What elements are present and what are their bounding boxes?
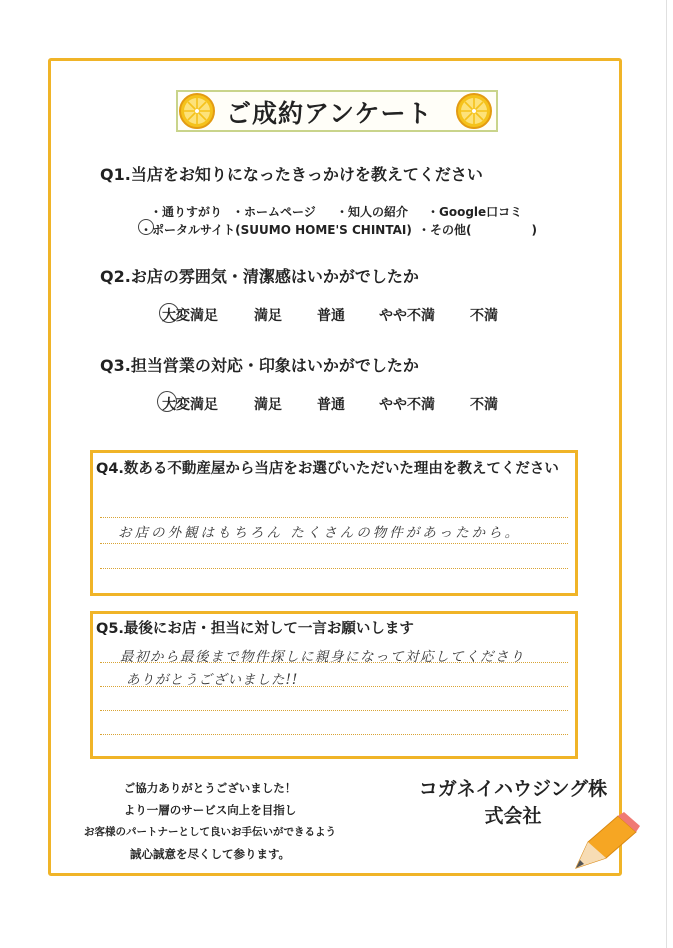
thanks-message: より一層のサービス向上を目指し <box>123 803 297 817</box>
thanks-message: ご協力ありがとうございました！ <box>123 781 297 795</box>
thanks-message: 誠心誠意を尽くして参ります。 <box>129 847 291 861</box>
q2-rating: やや不満 <box>379 308 435 324</box>
q3-rating: 不満 <box>470 397 498 413</box>
q3-question: Q3.担当営業の対応・印象はいかがでしたか <box>100 356 419 375</box>
answer-line <box>100 734 568 735</box>
q2-rating-selected: 大変満足 <box>162 308 218 324</box>
q5-question: Q5.最後にお店・担当に対して一言お願いします <box>96 621 414 637</box>
q4-question: Q4.数ある不動産屋から当店をお選びいただいた理由を教えてください <box>96 461 559 477</box>
q2-rating: 不満 <box>470 308 498 324</box>
q3-rating-selected: 大変満足 <box>162 397 218 413</box>
q5-handwritten-answer: 最初から最後まで物件探しに親身になって対応してくださり <box>120 649 525 665</box>
answer-line <box>100 568 568 569</box>
q1-option: ・通りすがり <box>150 205 223 219</box>
q5-handwritten-answer: ありがとうございました!! <box>126 672 299 688</box>
answer-line <box>100 517 568 518</box>
q3-rating: 普通 <box>317 397 345 413</box>
q3-rating: やや不満 <box>379 397 435 413</box>
answer-line <box>100 543 568 544</box>
q2-rating: 満足 <box>254 308 282 324</box>
q1-option: ・Google口コミ <box>427 205 523 219</box>
company-name-line2: 式会社 <box>484 805 542 827</box>
q3-rating: 満足 <box>254 397 282 413</box>
q2-question: Q2.お店の雰囲気・清潔感はいかがでしたか <box>100 267 419 286</box>
q2-rating: 普通 <box>317 308 345 324</box>
q1-option: ・知人の紹介 <box>336 205 409 219</box>
page-title: ご成約アンケート <box>226 99 433 128</box>
answer-line <box>100 710 568 711</box>
thanks-message: お客様のパートナーとして良いお手伝いができるよう <box>84 826 336 838</box>
lemon-slice-icon <box>178 92 216 130</box>
lemon-slice-icon <box>455 92 493 130</box>
q1-option-selected: ・ポータルサイト(SUUMO HOME'S CHINTAI) <box>140 223 412 237</box>
q1-question: Q1.当店をお知りになったきっかけを教えてください <box>100 165 483 184</box>
q1-option: ・ホームページ <box>232 205 316 219</box>
page-edge-line <box>666 0 667 948</box>
q1-option: ・その他( ) <box>418 223 537 237</box>
company-name-line1: コガネイハウジング株 <box>418 778 608 800</box>
q4-handwritten-answer: お店の外観はもちろん たくさんの物件があったから。 <box>118 525 522 541</box>
pencil-icon <box>570 812 642 874</box>
